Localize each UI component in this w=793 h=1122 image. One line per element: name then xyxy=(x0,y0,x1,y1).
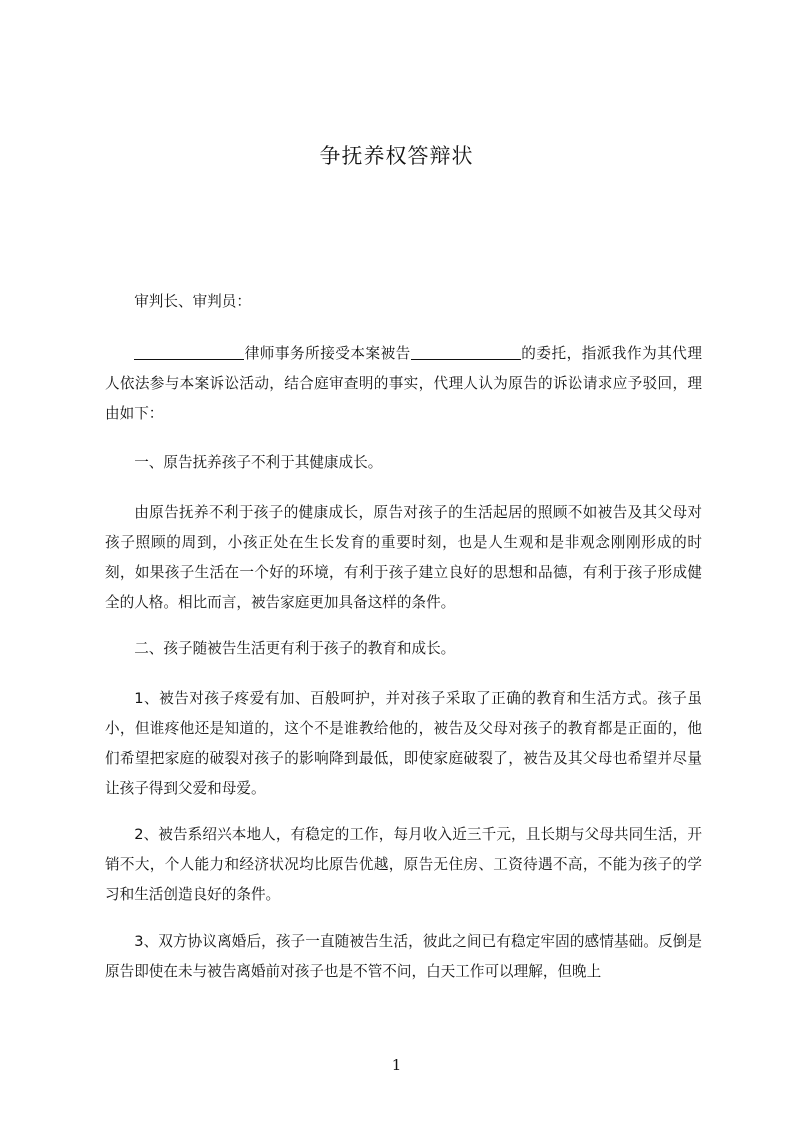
paragraph-point-3: 3、双方协议离婚后，孩子一直随被告生活，彼此之间已有稳定牢固的感情基础。反倒是原告即使在未与被告离婚前对孩子也是不管不问，白天工作可以理解，但晚上 xyxy=(105,933,702,980)
paragraph-entrustment-part-b: 的委托，指派我作为其代理人依法参与本案诉讼活动，结合庭审查明的事实，代理人认为原告的诉讼请求应予驳回，理由如下： xyxy=(105,345,702,422)
blank-line xyxy=(411,345,521,360)
document-title: 争抚养权答辩状 xyxy=(319,144,474,168)
page-number: 1 xyxy=(391,1056,402,1074)
blank-line xyxy=(134,345,244,360)
section-heading-2: 二、孩子随被告生活更有利于孩子的教育和成长。 xyxy=(134,640,456,657)
salutation: 审判长、审判员： xyxy=(134,293,251,310)
paragraph-entrustment xyxy=(105,339,702,429)
paragraph-point-2: 2、被告系绍兴本地人，有稳定的工作，每月收入近三千元，且长期与父母共同生活，开销不大，个人能力和经济状况均比原告优越，原告无住房、工资待遇不高，不能为孩子的学习和生活创造良好的条件。 xyxy=(105,826,702,903)
paragraph-section-1: 由原告抚养不利于孩子的健康成长，原告对孩子的生活起居的照顾不如被告及其父母对孩子照顾的周到，小孩正处在生长发育的重要时刻，也是人生观和是非观念刚刚形成的时刻，如果孩子生活在一个好的环境，有利于孩子建立良好的思想和品德，有利于孩子形成健全的人格。相比而言，被告家庭更加具备这样的条件。 xyxy=(105,504,702,611)
paragraph-entrustment-part-a: 律师事务所接受本案被告 xyxy=(244,345,411,362)
paragraph-point-1: 1、被告对孩子疼爱有加、百般呵护，并对孩子采取了正确的教育和生活方式。孩子虽小，但谁疼他还是知道的，这个不是谁教给他的，被告及父母对孩子的教育都是正面的，他们希望把家庭的破裂对孩子的影响降到最低，即使家庭破裂了，被告及其父母也希望并尽量让孩子得到父爱和母爱。 xyxy=(105,690,702,797)
section-heading-1: 一、原告抚养孩子不利于其健康成长。 xyxy=(134,454,383,471)
